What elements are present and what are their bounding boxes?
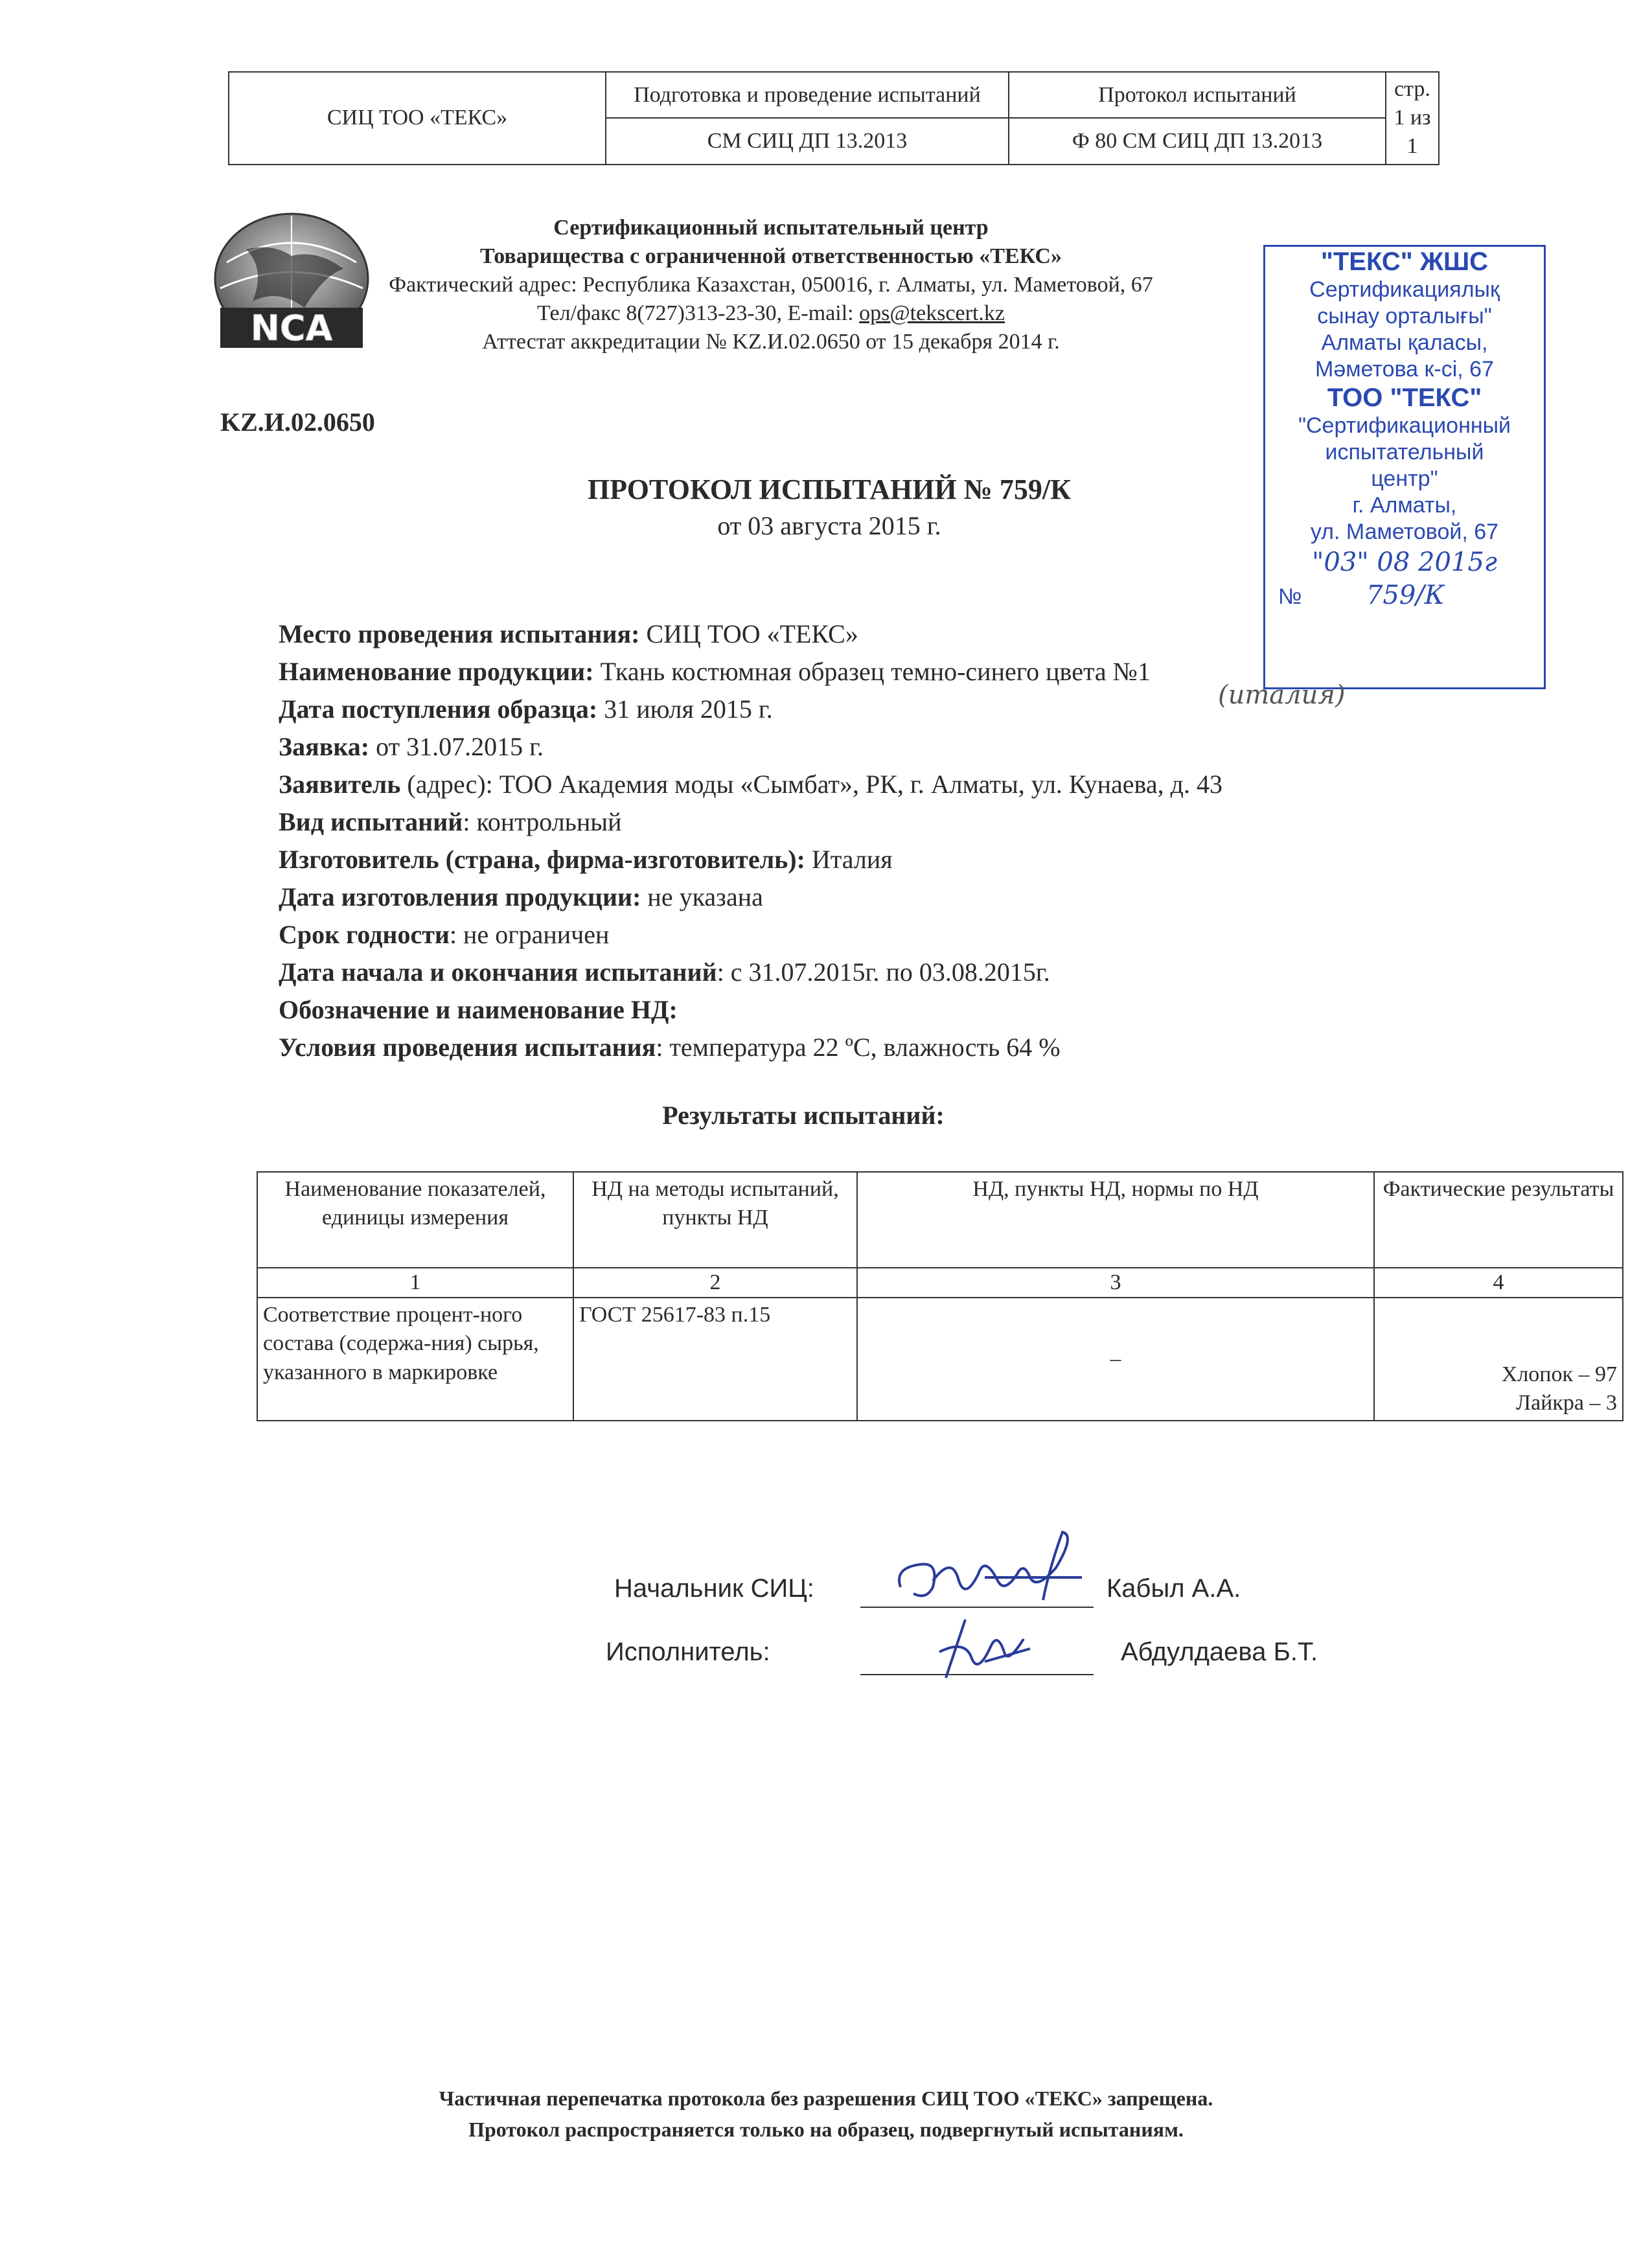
col-number: 2 xyxy=(573,1268,857,1298)
page-title: ПРОТОКОЛ ИСПЫТАНИЙ № 759/К xyxy=(587,474,1072,505)
info-label: Дата изготовления продукции: xyxy=(279,882,641,911)
cell-indicator: Соответствие процент-ного состава (содержа-ния) сырья, указанного в маркировке xyxy=(257,1298,573,1421)
results-table xyxy=(257,1171,1623,1421)
info-value: 31 июля 2015 г. xyxy=(597,694,773,724)
info-label: Заявка: xyxy=(279,732,370,761)
col-header: Наименование показателей, единицы измерения xyxy=(257,1172,573,1268)
cell-result xyxy=(1374,1298,1623,1421)
stamp-line: г. Алматы, xyxy=(1352,493,1457,518)
email-link[interactable]: ops@tekscert.kz xyxy=(859,301,1005,325)
stamp-number-label: № xyxy=(1278,584,1302,609)
info-value: от 31.07.2015 г. xyxy=(369,732,544,761)
header-code-right: Ф 80 СМ СИЦ ДП 13.2013 xyxy=(1009,118,1386,164)
info-value: не указана xyxy=(641,882,763,911)
footer-line-2: Протокол распространяется только на образец, подвергнутый испытаниям. xyxy=(468,2118,1184,2141)
accreditation-code: KZ.И.02.0650 xyxy=(220,407,375,437)
info-label: Место проведения испытания: xyxy=(279,619,640,648)
info-row xyxy=(279,1029,1445,1066)
info-row xyxy=(279,728,1445,766)
col-header: НД на методы испытаний, пункты НД xyxy=(573,1172,857,1268)
stamp-line: центр" xyxy=(1371,466,1438,491)
info-label: Условия проведения испытания xyxy=(279,1033,656,1062)
chief-label: Начальник СИЦ: xyxy=(614,1574,814,1603)
header-org: СИЦ ТОО «ТЕКС» xyxy=(229,72,606,165)
center-line-4 xyxy=(285,299,1257,328)
info-value: Италия xyxy=(805,845,893,874)
info-row xyxy=(279,878,1445,916)
info-row xyxy=(279,991,1445,1029)
results-heading: Результаты испытаний: xyxy=(662,1101,945,1130)
info-value: Ткань костюмная образец темно-синего цвета №1 xyxy=(593,657,1151,686)
info-label: Дата поступления образца: xyxy=(279,694,598,724)
info-row xyxy=(279,841,1445,878)
center-line-1: Сертификационный испытательный центр xyxy=(553,216,989,240)
center-line-3: Фактический адрес: Республика Казахстан, 050016, г. Алматы, ул. Маметовой, 67 xyxy=(389,273,1153,297)
executor-name: Абдулдаева Б.Т. xyxy=(1121,1638,1318,1666)
result-cotton: Хлопок – 97 xyxy=(1501,1362,1617,1386)
logo-text: NCA xyxy=(250,308,333,349)
info-label: Изготовитель (страна, фирма-изготовитель): xyxy=(279,845,805,874)
header-process: Подготовка и проведение испытаний xyxy=(606,72,1009,118)
protocol-date: от 03 августа 2015 г. xyxy=(717,511,941,540)
cell-norm: – xyxy=(857,1298,1374,1421)
stamp-line: Алматы қаласы, xyxy=(1321,330,1488,355)
stamp-line: Мәметова к-сі, 67 xyxy=(1315,357,1494,382)
info-value: СИЦ ТОО «ТЕКС» xyxy=(639,619,858,648)
col-header: НД, пункты НД, нормы по НД xyxy=(857,1172,1374,1268)
info-row xyxy=(279,916,1445,954)
handwritten-annotation: (италия) xyxy=(1218,680,1346,710)
executor-label: Исполнитель: xyxy=(606,1638,770,1666)
info-label: Дата начала и окончания испытаний xyxy=(279,957,717,987)
info-row xyxy=(279,803,1445,841)
center-header xyxy=(285,214,1257,356)
header-code-left: СМ СИЦ ДП 13.2013 xyxy=(606,118,1009,164)
info-label: Обозначение и наименование НД: xyxy=(279,995,678,1024)
info-value: : контрольный xyxy=(463,807,622,836)
info-label: Вид испытаний xyxy=(279,807,463,836)
col-number: 1 xyxy=(257,1268,573,1298)
stamp-number: 759/К xyxy=(1366,580,1445,610)
stamp-number-row xyxy=(1265,582,1544,610)
phone-text: Тел/факс 8(727)313-23-30, E-mail: xyxy=(537,301,860,325)
stamp-line: "Сертификационный xyxy=(1298,413,1511,438)
info-value: (адрес): ТОО Академия моды «Сымбат», РК, г. Алматы, ул. Кунаева, д. 43 xyxy=(400,770,1222,799)
stamp-line: испытательный xyxy=(1325,440,1484,464)
executor-signature xyxy=(926,1613,1056,1688)
info-row xyxy=(279,954,1445,991)
info-row xyxy=(279,766,1445,803)
cell-method: ГОСТ 25617-83 п.15 xyxy=(573,1298,857,1421)
chief-signature xyxy=(888,1529,1101,1616)
stamp-line: Сертификациялық xyxy=(1309,277,1500,302)
stamp-line: ТОО "ТЕКС" xyxy=(1327,384,1482,412)
header-table xyxy=(228,71,1440,165)
info-value: : не ограничен xyxy=(449,920,610,949)
stamp-line: ул. Маметовой, 67 xyxy=(1310,520,1499,544)
table-row xyxy=(257,1298,1623,1421)
chief-name: Кабыл А.А. xyxy=(1107,1574,1241,1603)
col-number: 3 xyxy=(857,1268,1374,1298)
center-line-2: Товарищества с ограниченной ответственностью «ТЕКС» xyxy=(480,244,1062,268)
header-doc-type: Протокол испытаний xyxy=(1009,72,1386,118)
center-line-5: Аттестат аккредитации № KZ.И.02.0650 от 15 декабря 2014 г. xyxy=(482,330,1060,354)
col-header: Фактические результаты xyxy=(1374,1172,1623,1268)
col-number: 4 xyxy=(1374,1268,1623,1298)
stamp xyxy=(1263,245,1546,689)
footer-line-1: Частичная перепечатка протокола без разрешения СИЦ ТОО «ТЕКС» запрещена. xyxy=(439,2087,1213,2110)
stamp-line: "ТЕКС" ЖШС xyxy=(1320,247,1489,276)
header-page: стр. 1 из 1 xyxy=(1386,72,1439,165)
info-value: : температура 22 ºС, влажность 64 % xyxy=(656,1033,1061,1062)
result-lycra: Лайкра – 3 xyxy=(1516,1391,1617,1415)
info-label: Наименование продукции: xyxy=(279,657,594,686)
stamp-date: "03" 08 2015г xyxy=(1311,547,1498,577)
info-value: : с 31.07.2015г. по 03.08.2015г. xyxy=(717,957,1050,987)
info-label: Заявитель xyxy=(279,770,401,799)
stamp-line: сынау орталығы" xyxy=(1317,304,1492,328)
info-label: Срок годности xyxy=(279,920,450,949)
